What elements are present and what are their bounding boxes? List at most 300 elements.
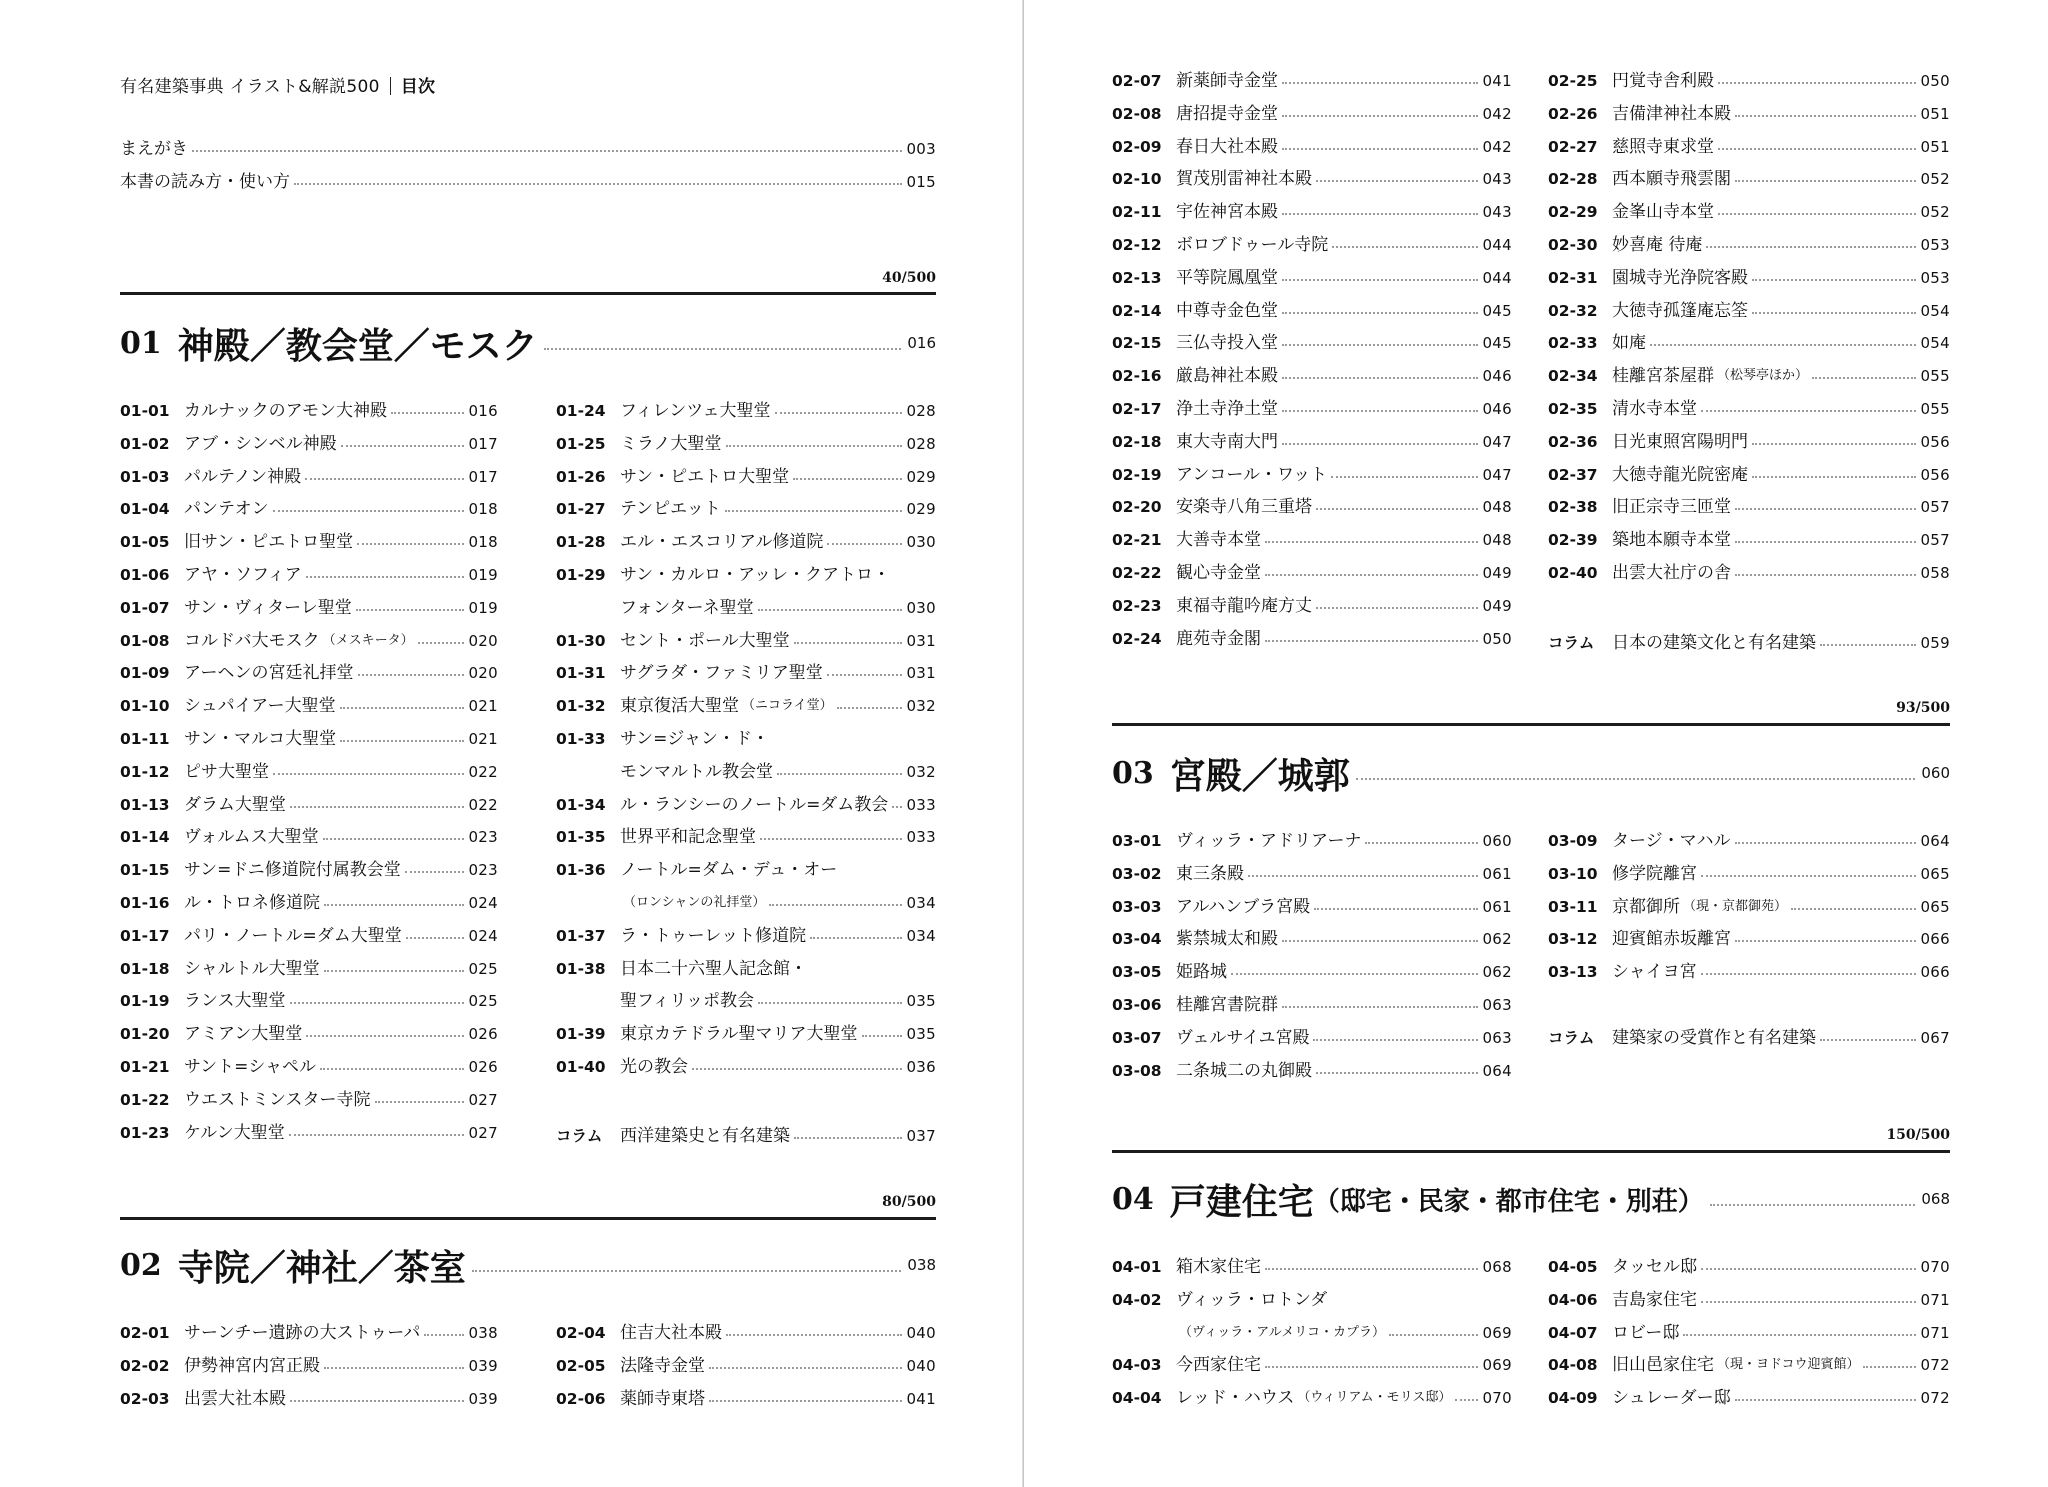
leader-dots (357, 543, 464, 545)
toc-entry-continuation[interactable] (556, 595, 936, 621)
entry-page: 056 (1920, 465, 1950, 484)
entry-page: 070 (1920, 1258, 1950, 1276)
entry-page: 029 (906, 500, 936, 519)
toc-entry[interactable] (556, 496, 936, 522)
toc-entry[interactable] (120, 693, 498, 719)
entry-page: 063 (1482, 996, 1512, 1014)
entry-number: 04-06 (1548, 1290, 1598, 1309)
entry-number: コラム (556, 1127, 603, 1145)
toc-entry[interactable] (120, 562, 498, 588)
toc-entry-continuation[interactable] (120, 169, 936, 195)
toc-entry[interactable] (1112, 894, 1512, 920)
entry-page: 028 (906, 402, 936, 420)
toc-entry[interactable] (120, 1320, 498, 1346)
entry-number: 01-01 (120, 402, 170, 420)
toc-entry[interactable] (120, 857, 498, 883)
entry-page: 023 (468, 828, 498, 847)
entry-page: 071 (1920, 1290, 1950, 1309)
toc-entry[interactable] (556, 693, 936, 719)
entry-number: 01-24 (556, 402, 606, 420)
entry-number: 01-19 (120, 992, 170, 1011)
leader-dots (1718, 213, 1916, 215)
toc-entry[interactable] (1112, 134, 1512, 160)
toc-entry[interactable] (1548, 232, 1950, 258)
toc-entry[interactable] (1112, 232, 1512, 258)
entry-title: シャルトル大聖堂 (184, 958, 320, 979)
entry-page: 065 (1920, 864, 1950, 883)
toc-entry[interactable] (120, 1087, 498, 1113)
toc-entry[interactable] (556, 464, 936, 490)
entry-number: 01-35 (556, 828, 606, 847)
toc-entry[interactable] (1112, 298, 1512, 324)
toc-entry-continuation[interactable] (1112, 1320, 1512, 1346)
entry-title: 大善寺本堂 (1176, 530, 1261, 551)
toc-entry[interactable] (1112, 1287, 1512, 1313)
toc-entry[interactable] (1548, 1320, 1950, 1346)
leader-dots (290, 1002, 465, 1004)
toc-entry[interactable] (556, 792, 936, 818)
entry-number: 01-14 (120, 828, 170, 847)
entry-number: 02-10 (1112, 170, 1162, 189)
entry-page: 052 (1920, 170, 1950, 189)
entry-page: 054 (1920, 301, 1950, 320)
entry-number: コラム (1548, 634, 1595, 652)
entry-number: 02-05 (556, 1356, 606, 1375)
entry-number: 01-34 (556, 795, 606, 814)
entry-title: 東三条殿 (1176, 863, 1244, 884)
leader-dots (289, 1134, 465, 1136)
toc-entry[interactable] (1112, 1352, 1512, 1378)
entry-number: 01-03 (120, 467, 170, 486)
toc-entry[interactable] (556, 824, 936, 850)
entry-page: 015 (906, 172, 936, 191)
chapter-02-heading[interactable] (120, 1240, 936, 1290)
entry-page: 061 (1482, 864, 1512, 883)
chapter-04-heading[interactable] (1112, 1174, 1950, 1224)
leader-dots (406, 937, 465, 939)
entry-title: エル・エスコリアル修道院 (620, 532, 824, 553)
leader-dots (1735, 508, 1916, 510)
leader-dots (1265, 541, 1478, 543)
entry-page: 071 (1920, 1323, 1950, 1342)
leader-dots (837, 707, 903, 709)
entry-page: 049 (1482, 564, 1512, 582)
entry-number: 01-22 (120, 1090, 170, 1109)
toc-entry[interactable] (1548, 1025, 1950, 1051)
toc-entry[interactable] (1112, 959, 1512, 985)
entry-page: 020 (468, 664, 498, 683)
toc-entry[interactable] (1548, 330, 1950, 356)
toc-entry[interactable] (556, 562, 936, 588)
toc-entry[interactable] (1548, 298, 1950, 324)
entry-title: 住吉大社本殿 (620, 1323, 722, 1343)
entry-title: アミアン大聖堂 (184, 1024, 303, 1045)
entry-title: 姫路城 (1176, 962, 1227, 983)
leader-dots (794, 642, 903, 644)
toc-entry-continuation[interactable] (556, 759, 936, 785)
entry-number: 02-23 (1112, 596, 1162, 615)
entry-number: 02-37 (1548, 465, 1598, 484)
entry-title: 大徳寺龍光院密庵 (1612, 464, 1748, 485)
leader-dots (1282, 279, 1478, 281)
toc-entry[interactable] (1548, 1385, 1950, 1411)
entry-title: パンテオン (184, 499, 269, 520)
toc-entry[interactable] (1548, 959, 1950, 985)
entry-page: 047 (1482, 465, 1512, 484)
chapter-03-rule (1112, 723, 1950, 726)
entry-number: 01-16 (120, 894, 170, 912)
chapter-02-title: 寺院／神社／茶室 (177, 1246, 466, 1289)
entry-title: まえがき (120, 139, 188, 159)
entry-number: 01-33 (556, 730, 606, 748)
entry-page: 019 (468, 566, 498, 584)
entry-title: 今西家住宅 (1176, 1355, 1261, 1376)
toc-entry[interactable] (120, 660, 498, 686)
entry-page: 042 (1482, 104, 1512, 123)
toc-entry[interactable] (1548, 630, 1950, 656)
toc-entry[interactable] (1548, 396, 1950, 422)
entry-number: 02-32 (1548, 301, 1598, 320)
entry-number: 02-03 (120, 1389, 170, 1408)
toc-entry[interactable] (1112, 1025, 1512, 1051)
entry-number: 01-08 (120, 631, 170, 650)
leader-dots (424, 1334, 464, 1336)
toc-entry[interactable] (556, 956, 936, 982)
toc-entry[interactable] (120, 595, 498, 621)
entry-page: 024 (468, 894, 498, 912)
toc-entry[interactable] (120, 464, 498, 490)
toc-entry[interactable] (556, 1054, 936, 1080)
toc-entry[interactable] (120, 923, 498, 949)
leader-dots (1735, 574, 1916, 576)
toc-entry[interactable] (1112, 593, 1512, 619)
entry-title: 慈照寺東求堂 (1612, 136, 1714, 157)
leader-dots (1650, 344, 1916, 346)
toc-entry[interactable] (1548, 101, 1950, 127)
entry-page: 058 (1920, 564, 1950, 582)
toc-entry[interactable] (120, 726, 498, 752)
toc-entry[interactable] (1548, 1352, 1950, 1378)
entry-title: ウエストミンスター寺院 (184, 1089, 371, 1110)
toc-entry-continuation[interactable] (556, 988, 936, 1014)
entry-number: 01-40 (556, 1058, 606, 1076)
book-title (120, 72, 435, 97)
leader-dots (341, 445, 465, 447)
entry-title: 三仏寺投入堂 (1176, 333, 1278, 354)
toc-entry[interactable] (120, 988, 498, 1014)
entry-number: 01-27 (556, 500, 606, 519)
toc-entry[interactable] (1548, 861, 1950, 887)
toc-entry[interactable] (556, 726, 936, 752)
entry-title: ランス大聖堂 (184, 991, 286, 1012)
entry-title: ヴィッラ・アドリアーナ (1176, 831, 1362, 851)
leader-dots (1812, 377, 1916, 379)
toc-entry[interactable] (1548, 134, 1950, 160)
toc-entry[interactable] (1548, 527, 1950, 553)
entry-number: 02-24 (1112, 629, 1162, 648)
toc-entry[interactable] (120, 398, 498, 424)
entry-page: 037 (906, 1127, 936, 1145)
entry-page: 018 (468, 500, 498, 519)
toc-entry[interactable] (1548, 462, 1950, 488)
toc-entry[interactable] (120, 956, 498, 982)
entry-number: 03-04 (1112, 930, 1162, 949)
toc-entry[interactable] (120, 431, 498, 457)
entry-page: 045 (1482, 301, 1512, 320)
entry-title: 旧正宗寺三匝堂 (1612, 497, 1731, 518)
chapter-03-number: 03 (1112, 755, 1154, 791)
toc-entry[interactable] (1112, 166, 1512, 192)
entry-subtitle: （ニコライ堂） (742, 698, 833, 714)
toc-entry[interactable] (120, 890, 498, 916)
toc-entry[interactable] (1548, 1254, 1950, 1280)
entry-number: 02-17 (1112, 400, 1162, 418)
toc-entry[interactable] (1112, 861, 1512, 887)
entry-number: 04-03 (1112, 1356, 1162, 1375)
entry-number: 01-31 (556, 664, 606, 683)
toc-entry[interactable] (556, 1021, 936, 1047)
chapter-03-heading[interactable] (1112, 748, 1950, 798)
toc-entry[interactable] (120, 1120, 498, 1146)
toc-entry[interactable] (120, 1353, 498, 1379)
entry-title: ル・トロネ修道院 (184, 893, 320, 913)
entry-number: 01-18 (120, 959, 170, 978)
entry-page: 017 (468, 467, 498, 486)
leader-dots (1752, 476, 1916, 478)
entry-page: 064 (1920, 832, 1950, 850)
leader-dots (1701, 1301, 1916, 1303)
toc-entry[interactable] (1112, 527, 1512, 553)
toc-entry[interactable] (556, 1123, 936, 1149)
book-title-text: 有名建築事典 イラスト&解説500 (120, 77, 380, 97)
leader-dots (1701, 875, 1916, 877)
toc-entry[interactable] (1112, 626, 1512, 652)
entry-title: シュパイアー大聖堂 (184, 696, 336, 717)
toc-entry[interactable] (556, 398, 936, 424)
toc-entry[interactable] (1112, 1058, 1512, 1084)
chapter-02-number: 02 (120, 1247, 162, 1283)
entry-number: 02-20 (1112, 498, 1162, 517)
entry-page: 016 (468, 402, 498, 420)
entry-subtitle: （ロンシャンの礼拝堂） (623, 895, 766, 910)
toc-entry[interactable] (556, 628, 936, 654)
leader-dots (294, 183, 902, 185)
chapter-04-count: 150/500 (1886, 1127, 1950, 1143)
toc-entry[interactable] (1548, 560, 1950, 586)
toc-entry[interactable] (1112, 992, 1512, 1018)
entry-number: 02-02 (120, 1356, 170, 1375)
toc-entry[interactable] (1112, 199, 1512, 225)
toc-entry[interactable] (556, 660, 936, 686)
entry-page: 051 (1920, 104, 1950, 123)
entry-number: 01-30 (556, 631, 606, 650)
entry-number: 02-01 (120, 1324, 170, 1342)
leader-dots (290, 806, 465, 808)
entry-title: サン・ピエトロ大聖堂 (620, 466, 790, 487)
chapter-01-heading[interactable] (120, 318, 936, 368)
entry-title: シュレーダー邸 (1612, 1388, 1731, 1409)
entry-title: サン・ヴィターレ聖堂 (184, 597, 352, 618)
leader-dots (306, 1035, 464, 1037)
entry-title: 浄土寺浄土堂 (1176, 399, 1278, 419)
toc-entry[interactable] (1548, 363, 1950, 389)
leader-dots (1332, 246, 1478, 248)
toc-entry[interactable] (120, 1386, 498, 1412)
toc-entry[interactable] (1112, 363, 1512, 389)
entry-number: 01-32 (556, 697, 606, 716)
toc-entry[interactable] (120, 824, 498, 850)
leader-dots (726, 445, 903, 447)
entry-number: 02-35 (1548, 400, 1598, 418)
toc-entry[interactable] (556, 431, 936, 457)
toc-entry[interactable] (556, 529, 936, 555)
toc-entry[interactable] (1548, 166, 1950, 192)
toc-entry[interactable] (556, 1320, 936, 1346)
toc-entry[interactable] (1112, 101, 1512, 127)
entry-title: 宇佐神宮本殿 (1176, 202, 1278, 223)
leader-dots (1735, 1399, 1917, 1401)
right-page (1024, 0, 2048, 1487)
toc-entry[interactable] (1548, 68, 1950, 94)
entry-number: 01-25 (556, 434, 606, 453)
entry-number: コラム (1548, 1029, 1595, 1047)
entry-page: 047 (1482, 432, 1512, 451)
leader-dots (1282, 940, 1478, 942)
toc-entry[interactable] (120, 529, 498, 555)
leader-dots (324, 970, 465, 972)
leader-dots (1316, 180, 1478, 182)
leader-dots (1701, 410, 1916, 412)
entry-page: 069 (1482, 1356, 1512, 1375)
entry-page: 050 (1920, 72, 1950, 90)
toc-entry[interactable] (1112, 926, 1512, 952)
entry-page: 072 (1920, 1389, 1950, 1408)
entry-page: 055 (1920, 367, 1950, 386)
entry-page: 040 (906, 1356, 936, 1375)
leader-dots (862, 1035, 903, 1037)
toc-entry[interactable] (120, 759, 498, 785)
entry-title: 桂離宮茶屋群 (1612, 366, 1714, 387)
leader-dots (777, 773, 902, 775)
entry-number: 02-13 (1112, 268, 1162, 287)
toc-entry[interactable] (120, 1054, 498, 1080)
toc-entry[interactable] (1112, 265, 1512, 291)
entry-title: ヴォルムス大聖堂 (184, 827, 319, 848)
toc-entry[interactable] (1112, 560, 1512, 586)
entry-title: フィレンツェ大聖堂 (620, 401, 771, 421)
leader-dots (1282, 377, 1478, 379)
toc-entry[interactable] (120, 496, 498, 522)
leader-dots (320, 1068, 464, 1070)
entry-title: 修学院離宮 (1612, 863, 1697, 884)
toc-entry[interactable] (120, 792, 498, 818)
chapter-01-title: 神殿／教会堂／モスク (177, 324, 538, 367)
entry-page: 066 (1920, 930, 1950, 949)
entry-title: モンマルトル教会堂 (620, 761, 773, 782)
leader-dots (794, 1137, 902, 1139)
entry-title: 唐招提寺金堂 (1176, 103, 1278, 124)
toc-entry[interactable] (1112, 429, 1512, 455)
toc-entry-continuation[interactable] (120, 136, 936, 162)
leader-dots (1313, 1039, 1478, 1041)
toc-entry-continuation[interactable] (556, 890, 936, 916)
toc-entry[interactable] (1112, 828, 1512, 854)
entry-title: 旧山邑家住宅 (1612, 1355, 1714, 1376)
leader-dots (810, 937, 902, 939)
toc-entry[interactable] (1548, 894, 1950, 920)
toc-entry[interactable] (1112, 462, 1512, 488)
toc-entry[interactable] (1548, 926, 1950, 952)
toc-entry[interactable] (1112, 330, 1512, 356)
leader-dots (726, 1334, 902, 1336)
toc-entry[interactable] (1112, 494, 1512, 520)
toc-entry[interactable] (1548, 828, 1950, 854)
entry-title: 二条城二の丸御殿 (1176, 1060, 1312, 1081)
toc-entry[interactable] (1112, 396, 1512, 422)
entry-title: 東大寺南大門 (1176, 431, 1278, 452)
entry-page: 041 (1482, 72, 1512, 90)
entry-number: 02-12 (1112, 236, 1162, 254)
toc-entry[interactable] (556, 857, 936, 883)
leader-dots (1282, 148, 1478, 150)
leader-dots (1282, 344, 1478, 346)
entry-number: 04-04 (1112, 1389, 1162, 1408)
leader-dots (1265, 1366, 1478, 1368)
leader-dots (1752, 443, 1916, 445)
entry-number: 01-21 (120, 1058, 170, 1076)
entry-title: 出雲大社庁の舎 (1612, 563, 1731, 583)
entry-title: 伊勢神宮内宮正殿 (184, 1355, 320, 1376)
entry-page: 062 (1482, 930, 1512, 949)
entry-page: 026 (468, 1025, 498, 1044)
entry-page: 035 (906, 1025, 936, 1044)
entry-title: 建築家の受賞作と有名建築 (1612, 1028, 1816, 1048)
entry-page: 030 (906, 533, 936, 552)
entry-page: 043 (1482, 170, 1512, 189)
leader-dots (760, 838, 902, 840)
entry-number: 02-28 (1548, 170, 1598, 189)
toc-entry[interactable] (120, 628, 498, 654)
entry-number: 01-02 (120, 434, 170, 453)
toc-entry[interactable] (556, 1353, 936, 1379)
toc-entry[interactable] (1112, 1385, 1512, 1411)
entry-page: 062 (1482, 963, 1512, 982)
leader-dots (324, 1367, 464, 1369)
toc-entry[interactable] (1548, 494, 1950, 520)
toc-entry[interactable] (556, 923, 936, 949)
toc-entry[interactable] (1548, 1287, 1950, 1313)
entry-title: 吉島家住宅 (1612, 1289, 1697, 1310)
entry-title: アブ・シンベル神殿 (184, 433, 337, 454)
toc-entry[interactable] (1548, 265, 1950, 291)
entry-title: 西洋建築史と有名建築 (620, 1126, 790, 1146)
entry-number: 03-12 (1548, 930, 1598, 949)
entry-page: 038 (468, 1324, 498, 1342)
entry-title: 大徳寺孤篷庵忘筌 (1612, 300, 1748, 321)
leader-dots (418, 642, 465, 644)
toc-entry[interactable] (1548, 429, 1950, 455)
toc-entry[interactable] (556, 1386, 936, 1412)
toc-entry[interactable] (1112, 1254, 1512, 1280)
title-separator (390, 77, 391, 95)
leader-dots (324, 904, 464, 906)
toc-entry[interactable] (120, 1021, 498, 1047)
entry-page: 034 (906, 926, 936, 945)
leader-dots (1820, 644, 1916, 646)
toc-entry[interactable] (1548, 199, 1950, 225)
toc-entry[interactable] (1112, 68, 1512, 94)
entry-page: 042 (1482, 137, 1512, 156)
